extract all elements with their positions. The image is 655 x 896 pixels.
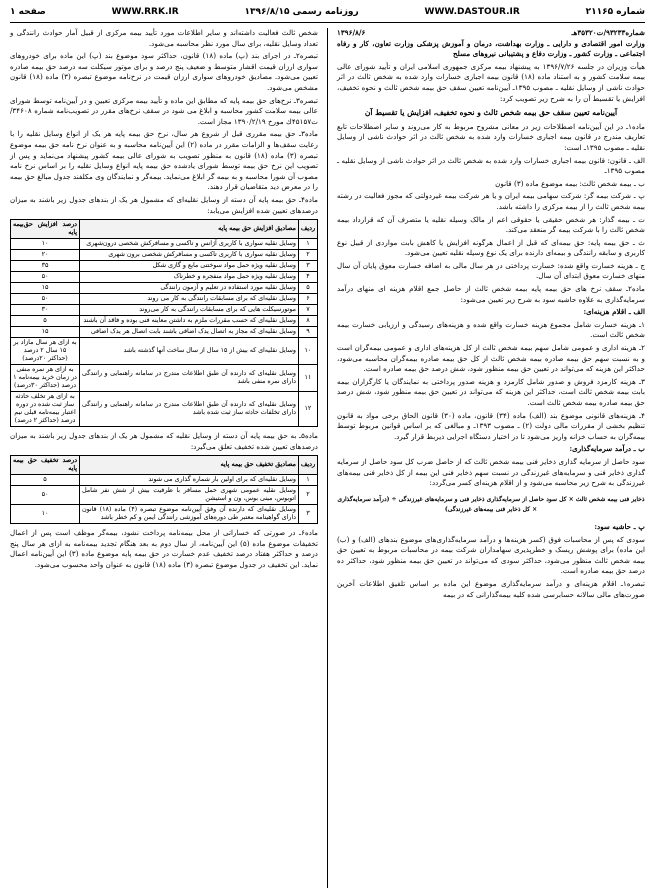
table-row bbox=[11, 505, 318, 524]
cost-item-4: ۴ـ هزینه‌های قانونی موضوع بند (الف) ماده (۳۴) قانون، ماده (۳۰) قانون الحاق برخی مواد به قانون تنظیم بخشی از مقررات مالی دولت (۲) ـ مصوب ۱۳۹۳ـ و مبالغی که بر اساس قوانین مربوط توسط بیمه‌گران به حساب خزانه واریز می‌شود تا در اختیار دستگاه اجرایی ذیربط قرار گیرد. bbox=[337, 410, 645, 441]
case-description: وسایل نقلیه‌ای که بیش از ۱۵ سال از سال ساخت آنها گذشته باشد bbox=[80, 338, 299, 365]
case-description: وسایل نقلیه ویژه حمل مواد سوختنی مایع و گازی شکل bbox=[80, 261, 299, 272]
case-description: موتورسیکلت هایی که برای مسابقات رانندگی به کار می‌روند bbox=[80, 305, 299, 316]
cost-item-3: ۳ـ هزینه کارمزد فروش و صدور شامل کارمزد و هزینه صدور پرداختی به نمایندگان یا کارگزاران بیمه بابت بیمه شخص ثالث است، حداکثر این هزینه که می‌تواند در تعیین حق بیمه منظور شود، شش درصد حق بیمه صادره بیمه شخص ثالث است. bbox=[337, 376, 645, 407]
column-divider bbox=[327, 28, 328, 888]
case-description: وسایل نقلیه مورد استفاده در تعلیم و آزمون رانندگی bbox=[80, 283, 299, 294]
issue-number: شماره ۲۱۱۶۵ bbox=[585, 7, 645, 17]
row-number: ۴ bbox=[298, 272, 317, 283]
table-row bbox=[11, 239, 318, 250]
note-2: تبصره۲ـ در اجرای بند (پ) ماده (۱۸) قانون، حداکثر سود موضوع بند (پ) این ماده برای خودروهای سواری ارزان قیمت اقشار متوسط و ضعیف پنج درصد و برای موتور سیکلت سه درصد حق بیمه صادره تعیین می‌شود. مصادیق خودروهای سواری ارزان قیمت در نرخ‌نامه موضوع تبصره (۳) ماده (۱۸) قانون مشخص می‌شود. bbox=[10, 51, 318, 92]
cost-items-heading: الف ـ اقلام هزینه‌ای: bbox=[583, 307, 645, 317]
left-column bbox=[10, 28, 318, 573]
reference-number: شماره۹۳۲۳۳/ت۳۵۳۲۰هـ bbox=[571, 28, 645, 37]
row-number: ۸ bbox=[298, 316, 317, 327]
gazette-date: روزنامه رسمی ۱۳۹۶/۸/۱۵ bbox=[244, 7, 359, 17]
row-number: ۱۰ bbox=[298, 338, 317, 365]
regulation-title: آیین‌نامه تعیین سقف حق بیمه شخص ثالث و نحوه تخفیف، افزایش یا تقسیط آن bbox=[364, 108, 618, 118]
table-row bbox=[11, 272, 318, 283]
col-percent: درصد افزایش حق‌بیمه پایه bbox=[11, 220, 80, 239]
increase-table-body bbox=[11, 239, 318, 427]
table-row bbox=[11, 261, 318, 272]
article-3: ماده۳ـ حق بیمه مقرری قبل از شروع هر سال، نرخ حق بیمه پایه هر یک از انواع وسایل نقلیه را با رعایت سقف‌ها و الزامات مقرر در ماده (۲) این آیین‌نامه محاسبه و به عنوان نرخ نامه حق بیمه موضوع تبصره (۳) ماده (۱۸) قانون به منظور تصویب به شورای عالی بیمه کشور پیشنهاد می‌نماید و پس از تصویب این نرخ حق بیمه توسط شورای یادشده حق بیمه پایه انواع وسایل نقلیه را بر اساس نرخ نامه مصوب آن شورا محاسبه و به بیمه گر ابلاغ می‌نماید. بیمه‌گر و نمایندگان وی مکلفند جدول مبالغ حق بیمه را در معرض دید متقاضیان قرار دهند. bbox=[10, 129, 318, 192]
case-description: وسایل نقلیه‌ای که برای اولین بار شماره گذاری می شوند bbox=[80, 475, 299, 486]
percent-value: به ازای هر نمره منفی در زمان خرید بیمه‌نامه ۱ درصد (حداکثر ۳۰درصد) bbox=[11, 365, 80, 392]
note-1: تبصره۱ـ اقلام هزینه‌ای و درآمد سرمایه‌گذاری موضوع این ماده بر اساس تلفیق اطلاعات آخرین صورت‌های مالی سالانه حسابرسی شده کلیه بیمه‌گذارانی که در بیمه bbox=[337, 578, 645, 599]
percent-value: ۱۵ bbox=[11, 327, 80, 338]
table-row bbox=[11, 250, 318, 261]
row-number: ۱۱ bbox=[298, 365, 317, 392]
table-row bbox=[11, 475, 318, 486]
percent-value: ۳۵ bbox=[11, 261, 80, 272]
table-row bbox=[11, 392, 318, 427]
percent-value: ۵ bbox=[11, 475, 80, 486]
page-header bbox=[10, 4, 645, 20]
discount-table-header bbox=[11, 456, 318, 475]
cost-item-1: ۱ـ هزینه خسارت شامل مجموع هزینه خسارت واقع شده و هزینه‌های رسیدگی و ارزیابی خسارت بیمه شخص ثالث است. bbox=[337, 319, 645, 340]
case-description: وسایل نقلیه‌ای که مجاز به اتصال یدک اضافی باشند بابت اتصال هر یدک اضافی bbox=[80, 327, 299, 338]
percent-value: ۱۰ bbox=[11, 239, 80, 250]
col-percent: درصد تخفیف حق بیمه پایه bbox=[11, 456, 80, 475]
percent-value: ۵ bbox=[11, 316, 80, 327]
article-5: ماده۵ـ به حق بیمه پایه آن دسته از وسایل نقلیه که مشمول هر یک از بندهای جدول زیر باشند به میزان درصدهای تعیین شده تخفیف تعلق می‌گیرد: bbox=[10, 431, 318, 451]
table-row bbox=[11, 316, 318, 327]
table-row bbox=[11, 338, 318, 365]
case-description: وسایل نقلیه سواری با کاربری تاکسی و مسافرکش شخصی برون شهری bbox=[80, 250, 299, 261]
percent-value: ۳۰ bbox=[11, 305, 80, 316]
percent-value: ۱۵ bbox=[11, 283, 80, 294]
article-6: ماده۶ـ در صورتی که خساراتی از محل بیمه‌نامه پرداخت نشود، بیمه‌گر موظف است پس از اعمال تخفیفات موضوع ماده (۵) این آیین‌نامه، از سال دوم به بعد هنگام تجدید بیمه‌نامه به ازای هر سال پنج درصد و حداکثر هفتاد درصد تخفیف عدم خسارت در حق بیمه پایه موضوع ماده (۳) این آیین‌نامه اعمال نماید. این تخفیف در جدول موضوع تبصره (۳) ماده (۱۸) قانون به عنوان واحد محسوب می‌شود. bbox=[10, 528, 318, 570]
article-1: ماده۱ـ در این آیین‌نامه اصطلاحات زیر در معانی مشروح مربوط به کار می‌روند و سایر اصطلاحات تابع تعاریف مندرج در قانون بیمه اجباری خسارات وارد شده به شخص ثالث در اثر حوادث ناشی از وسایل نقلیه ـ مصوب ۱۳۹۵ـ است: bbox=[337, 121, 645, 152]
row-number: ۳ bbox=[298, 505, 317, 524]
percent-value: ۲۰ bbox=[11, 250, 80, 261]
site-link-right[interactable]: WWW.DASTOUR.IR bbox=[424, 7, 520, 17]
site-link-left[interactable]: WWW.RRK.IR bbox=[111, 7, 179, 17]
reference-row bbox=[337, 28, 645, 39]
case-description: وسایل نقلیه‌ای که دارنده آن وفق آیین‌نامه موضوع تبصره (۴) ماده (۱۸) قانون دارای گواهینامه معتبر طی دوره‌های آموزشی رانندگی ایمن و کم خطر باشد bbox=[80, 505, 299, 524]
col-case: مصادیق افزایش حق بیمه پایه bbox=[80, 220, 299, 239]
cost-item-2: ۲ـ هزینه اداری و عمومی شامل سهم بیمه شخص ثالث از کل هزینه‌های اداری و عمومی بیمه‌گران است و به نسبت سهم حق بیمه صادره بیمه شخص ثالث از کل حق بیمه صادره بیمه‌گران محاسبه می‌شود، حداکثر این هزینه که می‌تواند در تعیین حق بیمه منظور شود، شش درصد حق بیمه صادره است. bbox=[337, 343, 645, 374]
definition-third-party: ب ـ بیمه شخص ثالث: بیمه موضوع ماده (۳) قانون bbox=[495, 178, 645, 188]
case-description: وسایل نقلیه ویژه حمل مواد منفجره و خطرناک bbox=[80, 272, 299, 283]
investment-income-heading: ب ـ درآمد سرمایه‌گذاری: bbox=[569, 444, 645, 454]
col-row-number: ردیف bbox=[298, 456, 317, 475]
percent-value: به ازای هر تخلف حادثه ساز ثبت شده در دوره اعتبار بیمه‌نامه قبلی نیم درصد (حداکثر ۲ درصد) bbox=[11, 392, 80, 427]
reference-date: ۱۳۹۶/۸/۶ bbox=[337, 28, 366, 37]
decree-intro: هیأت وزیران در جلسه ۱۳۹۶/۷/۲۶ به پیشنهاد بیمه مرکزی جمهوری اسلامی ایران و تأیید شورای عالی بیمه سلامت کشور و به استناد ماده (۱۸) قانون بیمه اجباری خسارات وارد شده به شخص ثالث در اثر حوادث ناشی از وسایل نقلیه ـ مصوب ۱۳۹۵ـ آیین‌نامه تعیین سقف حق بیمه شخص ثالث و نحوه تخفیف، افزایش یا تقسیط آن را به شرح زیر تصویب کرد: bbox=[337, 61, 645, 103]
table-row bbox=[11, 283, 318, 294]
definition-policyholder: ت ـ بیمه گذار: هر شخص حقیقی یا حقوقی اعم از مالک وسیله نقلیه یا متصرف آن که قرارداد بیمه شخص ثالث را با شرکت بیمه گر منعقد می‌کند. bbox=[337, 214, 645, 235]
col-case: مصادیق تخفیف حق بیمه پایه bbox=[80, 456, 299, 475]
percent-value: ۵۰ bbox=[11, 272, 80, 283]
note-1-continued: شخص ثالث فعالیت داشته‌اند و سایر اطلاعات مورد تأیید بیمه مرکزی از قبیل آمار حوادث رانندگی و تعداد وسایل نقلیه، برای سال مورد نظر محاسبه می‌شود. bbox=[10, 28, 318, 48]
table-row bbox=[11, 486, 318, 505]
row-number: ۳ bbox=[298, 261, 317, 272]
col-row-number: ردیف bbox=[298, 220, 317, 239]
case-description: وسایل نقلیه‌ای که دارنده آن طبق اطلاعات مندرج در سامانه راهنمایی و رانندگی دارای نمره منفی باشد bbox=[80, 365, 299, 392]
definition-law: الف ـ قانون: قانون بیمه اجباری خسارات وارد شده به شخص ثالث در اثر حوادث ناشی از وسایل نقلیه ـ مصوب ۱۳۹۵ـ bbox=[337, 155, 645, 176]
definition-insurer: پ ـ شرکت بیمه گر: شرکت سهامی بیمه ایران و یا هر شرکت بیمه غیردولتی که مجوز فعالیت در رشته بیمه شخص ثالث را از بیمه مرکزی را داشته باشد. bbox=[337, 191, 645, 211]
row-number: ۱ bbox=[298, 239, 317, 250]
profit-margin-heading: پ ـ حاشیه سود: bbox=[594, 521, 645, 531]
increase-table-header bbox=[11, 220, 318, 239]
page-number: صفحه ۱ bbox=[10, 7, 46, 17]
definition-base-premium: ث ـ حق بیمه پایه: حق بیمه‌ای که قبل از اعمال هرگونه افزایش یا کاهش بابت مواردی از قبیل نوع کاربری و سابقه رانندگی و بیمه‌ای دارنده برای یک نوع وسیله نقلیه تعیین می‌شود. bbox=[337, 237, 645, 258]
row-number: ۷ bbox=[298, 305, 317, 316]
percent-value: ۵۰ bbox=[11, 486, 80, 505]
row-number: ۶ bbox=[298, 294, 317, 305]
row-number: ۲ bbox=[298, 250, 317, 261]
increase-table bbox=[10, 219, 318, 427]
table-row bbox=[11, 365, 318, 392]
row-number: ۱ bbox=[298, 475, 317, 486]
case-description: وسایل نقلیه‌ای که دارنده آن طبق اطلاعات مندرج در سامانه راهنمایی و رانندگی دارای تخلفات حادثه ساز ثبت شده باشد bbox=[80, 392, 299, 427]
discount-table bbox=[10, 455, 318, 524]
header-rule bbox=[10, 22, 645, 23]
case-description: وسایل نقلیه‌ای که حسب مقررات ملزم به داشتن معاینه فنی بوده و فاقد آن باشند bbox=[80, 316, 299, 327]
percent-value: ۵۰ bbox=[11, 294, 80, 305]
percent-value: به ازای هر سال مازاد بر ۱۵ سال ۲ درصد (حداکثر ۲۰درصد) bbox=[11, 338, 80, 365]
row-number: ۱۲ bbox=[298, 392, 317, 427]
note-3: تبصره۳ـ نرخ‌های حق بیمه پایه که مطابق این ماده و تأیید بیمه مرکزی تعیین و در آیین‌نامه توسط شورای عالی بیمه سلامت کشور محاسبه و ابلاغ می شود در سقف نرخ‌های مقرر در تصویب‌نامه شماره ۳۴۶۰۸/ت۴۵۱۵۷ك مورخ ۱۳۹۰/۲/۱۹ مجاز است. bbox=[10, 95, 318, 126]
case-description: وسایل نقلیه عمومی شهری حمل مسافر با ظرفیت بیش از شش نفر شامل اتوبوس، مینی بوس، ون و استیشن bbox=[80, 486, 299, 505]
table-row bbox=[11, 327, 318, 338]
case-description: وسایل نقلیه‌ای که برای مسابقات رانندگی به کار می روند bbox=[80, 294, 299, 305]
recipients: وزارت امور اقتصادی و دارایی ـ وزارت بهداشت، درمان و آموزش پزشکی وزارت تعاون، کار و رفاه اجتماعی ـ وزارت کشور ـ وزارت دفاع و پشتیبانی نیروهای مسلح bbox=[337, 38, 645, 59]
percent-value: ۱۰ bbox=[11, 505, 80, 524]
table-row bbox=[11, 305, 318, 316]
row-number: ۵ bbox=[298, 283, 317, 294]
definition-loss-cost: ج ـ هزینه خسارت واقع شده: خسارت پرداختی در هر سال مالی به اضافه خسارت معوق پایان آن سال منهای خسارت معوق ابتدای آن سال. bbox=[337, 260, 645, 281]
discount-table-body bbox=[11, 475, 318, 524]
row-number: ۹ bbox=[298, 327, 317, 338]
investment-income-text: سود حاصل از سرمایه گذاری ذخایر فنی بیمه شخص ثالث که از حاصل ضرب کل سود حاصل از سرمایه گذاری ذخایر فنی و سرمایه‌های غیرزندگی در نسبت سهم ذخایر فنی این بیمه از کل ذخایر فنی بیمه‌های غیرزندگی به شرح زیر محاسبه می‌شود و از اقلام هزینه‌ای کسر می‌گردد: bbox=[337, 456, 645, 488]
right-column bbox=[337, 28, 645, 602]
profit-margin-text: سودی که پس از محاسبات فوق (کسر هزینه‌ها و درآمد سرمایه‌گذاری‌های موضوع بندهای (الف) و (ب) این ماده) برای پوشش ریسک و خطرپذیری سهامداران شرکت بیمه در محاسبات مربوط به تعیین حق بیمه شخص ثالث منظور می‌شود، حداکثر سودی که می‌تواند در تعیین حق بیمه منظور شود، حداکثر ده درصد حق بیمه صادره است. bbox=[337, 534, 645, 576]
article-4: ماده۴ـ حق بیمه پایه آن دسته از وسایل نقلیه‌ای که مشمول هر یک از بندهای جدول زیر باشند به میزان درصدهای تعیین شده افزایش می‌یابد: bbox=[10, 194, 318, 215]
row-number: ۲ bbox=[298, 486, 317, 505]
case-description: وسایل نقلیه سواری با کاربری آژانس و تاکسی و مسافرکش شخصی درون‌شهری bbox=[80, 239, 299, 250]
article-2: ماده۲ـ سقف نرخ های حق بیمه پایه بیمه شخص ثالث از حاصل جمع اقلام هزینه ای منهای درآمد سرمایه‌گذاری به علاوه حاشیه سود به شرح زیر تعیین می‌شود: bbox=[337, 284, 645, 304]
table-row bbox=[11, 294, 318, 305]
investment-formula: ذخایر فنی بیمه شخص ثالث × کل سود حاصل از سرمایه‌گذاری ذخایر فنی و سرمایه‌های غیرزندگی ÷ (درآمد سرمایه‌گذاری × کل ذخایر فنی بیمه‌های غیرزندگی) bbox=[337, 495, 645, 514]
